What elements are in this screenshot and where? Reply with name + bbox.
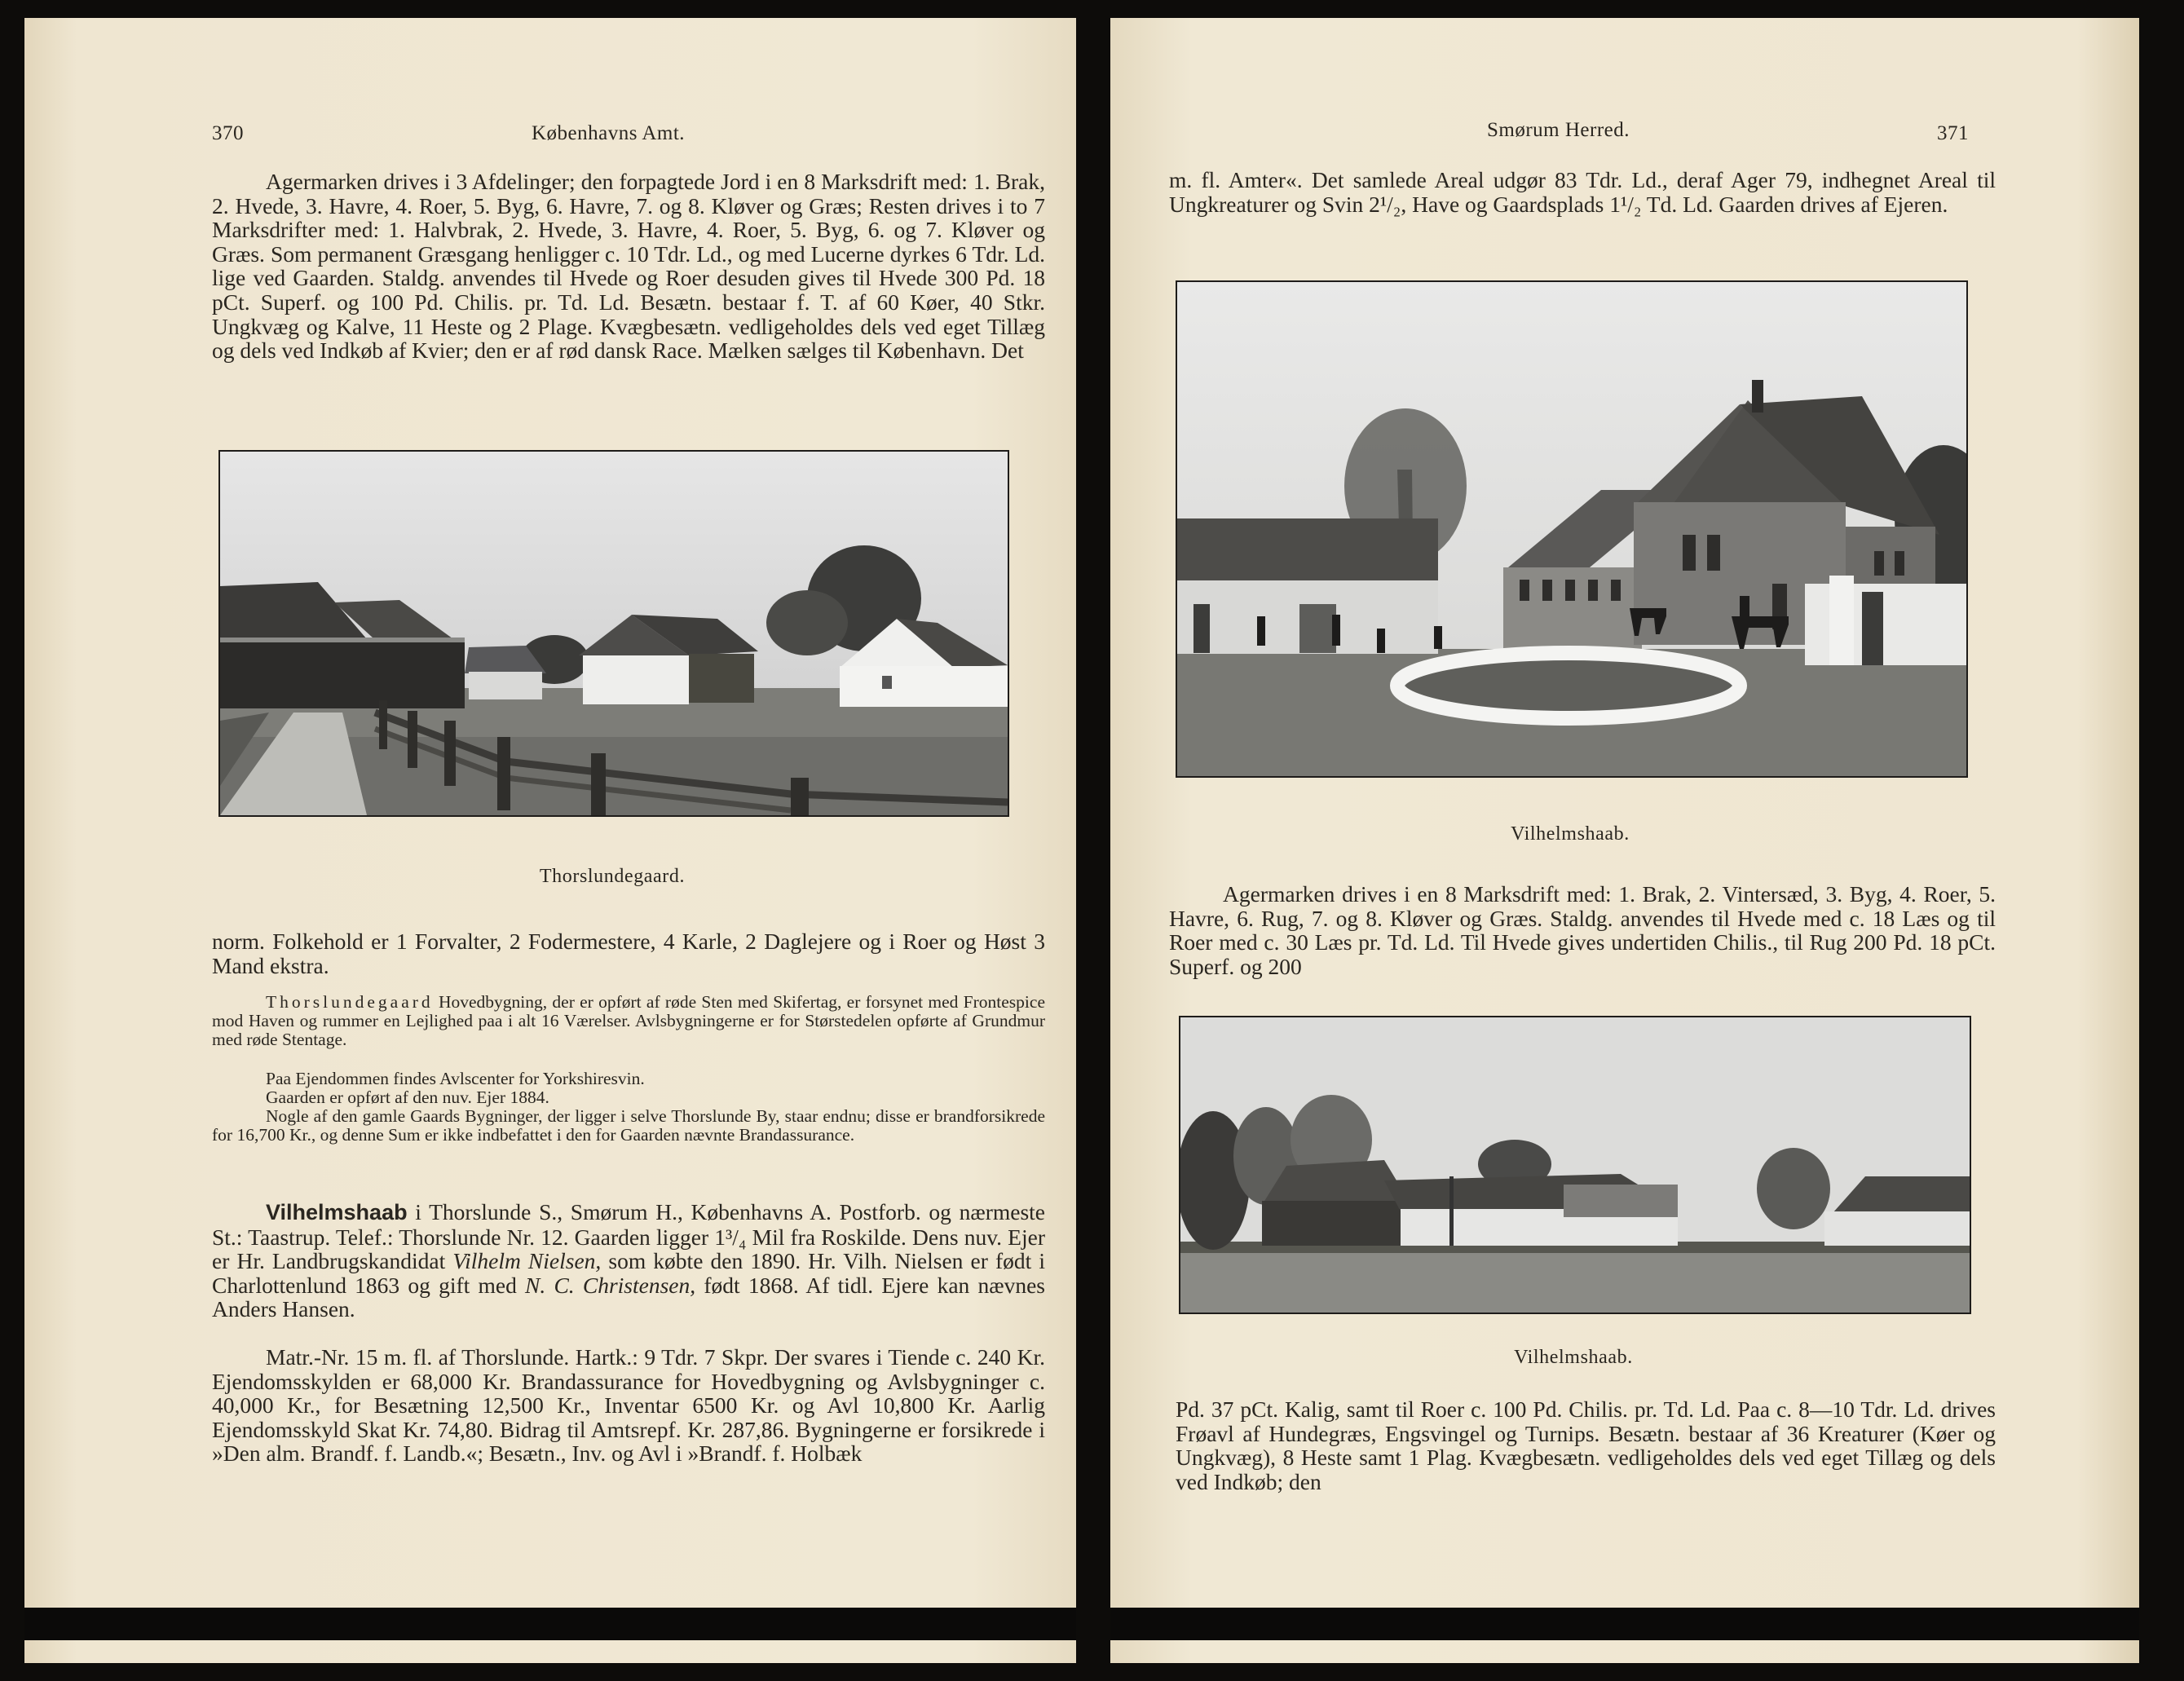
note-paragraph [212,993,1045,1048]
owner-name: Vilhelm Nielsen, [452,1248,602,1274]
page-edge-bottom [1110,1608,2139,1640]
vilhelmshaab-entry [212,1200,1045,1321]
body-paragraph: m. fl. Amter«. Det samlede Areal udgør 83 Tdr. Ld., deraf Ager 79, indhegnet Areal til Ungkreaturer og Svin 2¹/₂, Have og Gaardsplads 1¹/₂ Td. Ld. Gaarden drives af Ejeren. [1169,167,1996,217]
entry-text: som købte den 1890. Hr. Vilh. Nielsen er født i Charlottenlund 1863 og gift med [212,1248,1046,1298]
photo-vilhelmshaab-manor [1176,280,1968,778]
page-edge-bottom [24,1608,1076,1640]
spaced-name: Thorslundegaard [266,992,434,1012]
note-paragraph: Nogle af den gamle Gaards Bygninger, der ligger i selve Thorslunde By, staar endnu; disse er brandforsikrede for 16,700 Kr., og denne Sum er ikke indbefattet i den for Gaarden nævnte Brandassurance. [212,1106,1045,1145]
photo-thorslundegaard [218,450,1009,817]
photo-vilhelmshaab-farm [1179,1016,1971,1314]
running-head: Smørum Herred. [1487,119,1630,141]
wife-name: N. C. Christensen, [525,1272,696,1298]
page-number: 370 [212,122,244,144]
right-page [1110,18,2139,1663]
left-page [24,18,1076,1663]
photo-caption: Vilhelmshaab. [1514,1347,1633,1368]
note-paragraph: Paa Ejendommen findes Avlscenter for Yorkshiresvin. [266,1069,645,1088]
body-paragraph: norm. Folkehold er 1 Forvalter, 2 Fodermestere, 4 Karle, 2 Daglejere og i Roer og Høst 3 Mand ekstra. [212,929,1045,978]
photo-caption: Vilhelmshaab. [1511,823,1630,845]
body-paragraph: Pd. 37 pCt. Kalig, samt til Roer c. 100 Pd. Chilis. pr. Td. Ld. Paa c. 8—10 Tdr. Ld. drives Frøavl af Hundegræs, Engsvingel og Turnips. Besætn. bestaar af 36 Kreaturer (Køer og Ungkvæg), 8 Heste samt 1 Plag. Kvægbesætn. vedligeholdes dels ved eget Tillæg og dels ved Indkøb; den [1176,1396,1996,1494]
body-paragraph: Agermarken drives i en 8 Marksdrift med: 1. Brak, 2. Vintersæd, 3. Byg, 4. Roer, 5. Havre, 6. Rug, 7. og 8. Kløver og Græs. Staldg. anvendes til Hvede med c. 18 Læs og til Roer med c. 30 Læs pr. Td. Ld. Til Hvede gives undertiden Chilis., til Rug 200 Pd. 18 pCt. Superf. og 200 [1169,881,1996,979]
photo-caption: Thorslundegaard. [539,866,686,887]
entry-text: i Thorslunde S., Smørum H., Københavns A. Postforb. og nærmeste St.: Taastrup. Telef.: Thorslunde Nr. 12. Gaarden ligger 1³/₄ Mil fra Roskilde. Dens nuv. Ejer er Hr. Landbrugskandidat [212,1199,1045,1274]
note-text: Hovedbygning, der er opført af røde Sten med Skifertag, er forsynet med Frontespice mod Haven og rummer en Lejlighed paa i alt 16 Værelser. Avlsbygningerne er for Størstedelen opførte af Grundmur med røde Stentage. [212,992,1045,1049]
running-head: Københavns Amt. [532,122,686,144]
entry-title: Vilhelmshaab [266,1200,408,1224]
note-paragraph: Gaarden er opført af den nuv. Ejer 1884. [266,1088,549,1107]
entry-text: født 1868. Af tidl. Ejere kan nævnes Anders Hansen. [212,1272,1045,1322]
body-paragraph: Agermarken drives i 3 Afdelinger; den forpagtede Jord i en 8 Marksdrift med: 1. Brak, 2. Hvede, 3. Havre, 4. Roer, 5. Byg, 6. Havre, 7. og 8. Kløver og Græs; Resten drives i to 7 Marksdrifter med: 1. Halvbrak, 2. Hvede, 3. Havre, 4. Roer, 5. Byg, 6. og 7. Kløver og Græs. Som permanent Græsgang henligger c. 10 Tdr. Ld., og med Lucerne dyrkes 6 Tdr. Ld. lige ved Gaarden. Staldg. anvendes til Hvede og Roer desuden gives til Hvede 300 Pd. 18 pCt. Superf. og 100 Pd. Chilis. pr. Td. Ld. Besætn. bestaar f. T. af 60 Køer, 40 Stkr. Ungkvæg og Kalve, 11 Heste og 2 Plage. Kvægbesætn. vedligeholdes dels ved eget Tillæg og dels ved Indkøb af Kvier; den er af rød dansk Race. Mælken sælges til København. Det [212,169,1045,364]
body-paragraph: Matr.-Nr. 15 m. fl. af Thorslunde. Hartk.: 9 Tdr. 7 Skpr. Der svares i Tiende c. 240 Kr. Ejendomsskylden er 68,000 Kr. Brandassurance for Hovedbygning og Avlsbygninger c. 40,000 Kr., for Besætning 12,500 Kr., Inventar 6500 Kr. og Avl 10,800 Kr. Aarlig Ejendomsskyld Skat Kr. 74,80. Bidrag til Amtsrepf. Kr. 287,86. Bygningerne er forsikrede i »Den alm. Brandf. f. Landb.«; Besætn., Inv. og Avl i »Brandf. f. Holbæk [212,1344,1045,1467]
page-number: 371 [1937,122,1969,144]
